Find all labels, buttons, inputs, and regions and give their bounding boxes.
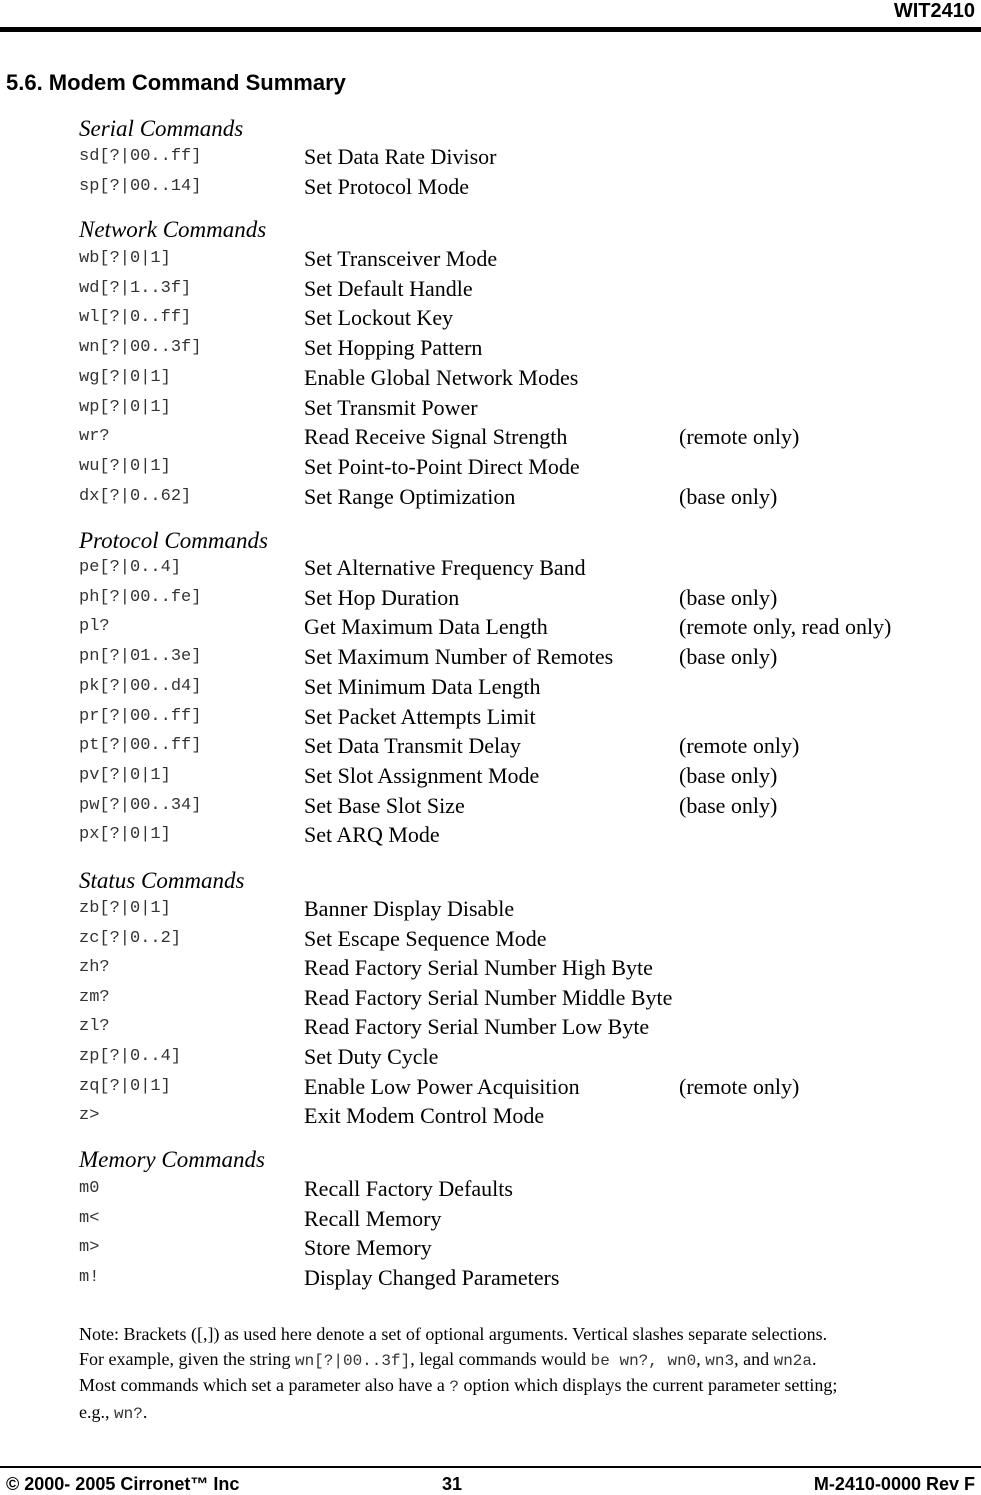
command-syntax: zl? bbox=[79, 1017, 110, 1037]
command-description: Set Minimum Data Length bbox=[304, 673, 541, 699]
command-description: Set ARQ Mode bbox=[304, 822, 440, 848]
group-heading: Network Commands bbox=[79, 217, 267, 242]
command-row bbox=[0, 1206, 981, 1232]
command-syntax: pl? bbox=[79, 617, 110, 637]
command-row bbox=[0, 555, 981, 581]
command-description: Set Default Handle bbox=[304, 275, 473, 301]
command-description: Set Protocol Mode bbox=[304, 173, 469, 199]
command-syntax: dx[?|0..62] bbox=[79, 486, 192, 506]
command-description: Store Memory bbox=[304, 1235, 432, 1261]
group-heading: Protocol Commands bbox=[79, 528, 268, 553]
command-row bbox=[0, 395, 981, 421]
command-scope: (base only) bbox=[679, 762, 778, 788]
command-row bbox=[0, 793, 981, 819]
note-line-2: For example, given the string wn[?|00..3f], legal commands would be wn?, wn0, wn3, and wn2a. bbox=[79, 1348, 817, 1370]
command-description: Set Transmit Power bbox=[304, 394, 478, 420]
command-syntax: m< bbox=[79, 1208, 100, 1228]
command-scope: (base only) bbox=[679, 584, 778, 610]
note-line-1: Note: Brackets ([,]) as used here denote a set of optional arguments. Vertical slashes separate selections. bbox=[79, 1324, 828, 1344]
command-syntax: m! bbox=[79, 1267, 100, 1287]
command-description: Set Hop Duration bbox=[304, 584, 460, 610]
command-row bbox=[0, 1235, 981, 1261]
footer-rule bbox=[0, 1466, 981, 1468]
command-syntax: zb[?|0|1] bbox=[79, 899, 171, 918]
command-description: Exit Modem Control Mode bbox=[304, 1103, 545, 1129]
command-row bbox=[0, 246, 981, 272]
command-row bbox=[0, 144, 981, 170]
command-description: Recall Factory Defaults bbox=[304, 1176, 513, 1201]
command-scope: (remote only, read only) bbox=[679, 614, 892, 640]
command-description: Set Data Rate Divisor bbox=[304, 144, 497, 169]
command-syntax: wl[?|0..ff] bbox=[79, 308, 192, 328]
footer-copyright: © 2000- 2005 Cirronet™ Inc bbox=[6, 1474, 240, 1494]
command-description: Recall Memory bbox=[304, 1205, 442, 1231]
command-row bbox=[0, 484, 981, 510]
command-description: Set Alternative Frequency Band bbox=[304, 555, 586, 580]
command-row bbox=[0, 674, 981, 700]
command-scope: (remote only) bbox=[679, 1073, 800, 1099]
command-syntax: pk[?|00..d4] bbox=[79, 676, 202, 696]
command-row bbox=[0, 1176, 981, 1202]
command-description: Set Hopping Pattern bbox=[304, 335, 483, 361]
command-row bbox=[0, 704, 981, 730]
command-row bbox=[0, 424, 981, 450]
command-row bbox=[0, 733, 981, 759]
command-description: Set Slot Assignment Mode bbox=[304, 762, 540, 788]
command-syntax: ph[?|00..fe] bbox=[79, 587, 202, 607]
command-row bbox=[0, 305, 981, 331]
group-heading: Serial Commands bbox=[79, 116, 244, 141]
command-description: Set Base Slot Size bbox=[304, 792, 465, 818]
command-scope: (remote only) bbox=[679, 424, 800, 450]
command-scope: (remote only) bbox=[679, 733, 800, 759]
command-row bbox=[0, 644, 981, 670]
command-row bbox=[0, 896, 981, 922]
command-description: Enable Low Power Acquisition bbox=[304, 1073, 580, 1099]
command-syntax: px[?|0|1] bbox=[79, 825, 171, 845]
command-syntax: zm? bbox=[79, 987, 110, 1007]
command-row bbox=[0, 955, 981, 981]
command-row bbox=[0, 926, 981, 952]
command-syntax: wu[?|0|1] bbox=[79, 456, 171, 476]
command-syntax: z> bbox=[79, 1106, 100, 1126]
header-rule bbox=[0, 27, 981, 32]
command-row bbox=[0, 763, 981, 789]
note-line-3: Most commands which set a parameter also have a ? option which displays the current parameter setting; bbox=[79, 1375, 838, 1396]
page-number: 31 bbox=[442, 1474, 463, 1494]
note-paragraph bbox=[79, 1322, 969, 1426]
command-syntax: wr? bbox=[79, 427, 110, 447]
command-syntax: zq[?|0|1] bbox=[79, 1076, 171, 1096]
command-scope: (base only) bbox=[679, 644, 778, 670]
command-row bbox=[0, 1074, 981, 1100]
command-row bbox=[0, 1103, 981, 1129]
command-description: Get Maximum Data Length bbox=[304, 614, 548, 640]
command-row bbox=[0, 276, 981, 302]
command-syntax: zh? bbox=[79, 958, 110, 978]
note-line-4: e.g., wn?. bbox=[79, 1401, 148, 1423]
command-description: Set Escape Sequence Mode bbox=[304, 925, 547, 951]
command-syntax: pv[?|0|1] bbox=[79, 765, 171, 785]
command-syntax: sp[?|00..14] bbox=[79, 176, 202, 196]
command-description: Set Data Transmit Delay bbox=[304, 733, 521, 759]
command-syntax: wb[?|0|1] bbox=[79, 249, 171, 268]
section-title: 5.6. Modem Command Summary bbox=[6, 70, 346, 95]
command-syntax: pt[?|00..ff] bbox=[79, 736, 202, 756]
command-syntax: sd[?|00..ff] bbox=[79, 147, 202, 166]
command-description: Set Transceiver Mode bbox=[304, 246, 498, 271]
command-description: Display Changed Parameters bbox=[304, 1264, 560, 1290]
command-description: Set Duty Cycle bbox=[304, 1044, 439, 1069]
document-title: WIT2410 bbox=[893, 0, 975, 22]
command-row bbox=[0, 174, 981, 200]
command-description: Banner Display Disable bbox=[304, 896, 515, 921]
command-description: Set Point-to-Point Direct Mode bbox=[304, 453, 580, 479]
command-description: Enable Global Network Modes bbox=[304, 364, 579, 390]
command-row bbox=[0, 1014, 981, 1040]
command-scope: (base only) bbox=[679, 792, 778, 818]
group-heading: Status Commands bbox=[79, 868, 245, 893]
command-row bbox=[0, 365, 981, 391]
command-syntax: wp[?|0|1] bbox=[79, 397, 171, 417]
group-heading: Memory Commands bbox=[79, 1147, 265, 1172]
command-description: Set Packet Attempts Limit bbox=[304, 703, 536, 729]
command-row bbox=[0, 454, 981, 480]
command-syntax: wd[?|1..3f] bbox=[79, 278, 192, 298]
command-description: Read Receive Signal Strength bbox=[304, 424, 568, 450]
command-row bbox=[0, 335, 981, 361]
command-syntax: wn[?|00..3f] bbox=[79, 338, 202, 358]
command-syntax: pr[?|00..ff] bbox=[79, 706, 202, 726]
command-row bbox=[0, 985, 981, 1011]
command-syntax: zp[?|0..4] bbox=[79, 1047, 182, 1066]
command-description: Set Range Optimization bbox=[304, 483, 516, 509]
command-row bbox=[0, 1044, 981, 1070]
command-description: Set Maximum Number of Remotes bbox=[304, 644, 614, 670]
command-syntax: zc[?|0..2] bbox=[79, 928, 182, 948]
command-syntax: m> bbox=[79, 1238, 100, 1258]
command-description: Read Factory Serial Number Middle Byte bbox=[304, 984, 673, 1010]
command-row bbox=[0, 1265, 981, 1291]
command-description: Read Factory Serial Number High Byte bbox=[304, 955, 653, 981]
command-syntax: pw[?|00..34] bbox=[79, 795, 202, 815]
command-row bbox=[0, 822, 981, 848]
command-row bbox=[0, 614, 981, 640]
command-syntax: pn[?|01..3e] bbox=[79, 647, 202, 667]
document-id: M-2410-0000 Rev F bbox=[813, 1474, 975, 1494]
command-syntax: wg[?|0|1] bbox=[79, 367, 171, 387]
command-row bbox=[0, 585, 981, 611]
command-scope: (base only) bbox=[679, 483, 778, 509]
command-description: Read Factory Serial Number Low Byte bbox=[304, 1014, 650, 1040]
command-description: Set Lockout Key bbox=[304, 305, 454, 331]
command-syntax: m0 bbox=[79, 1179, 100, 1198]
command-syntax: pe[?|0..4] bbox=[79, 558, 182, 577]
